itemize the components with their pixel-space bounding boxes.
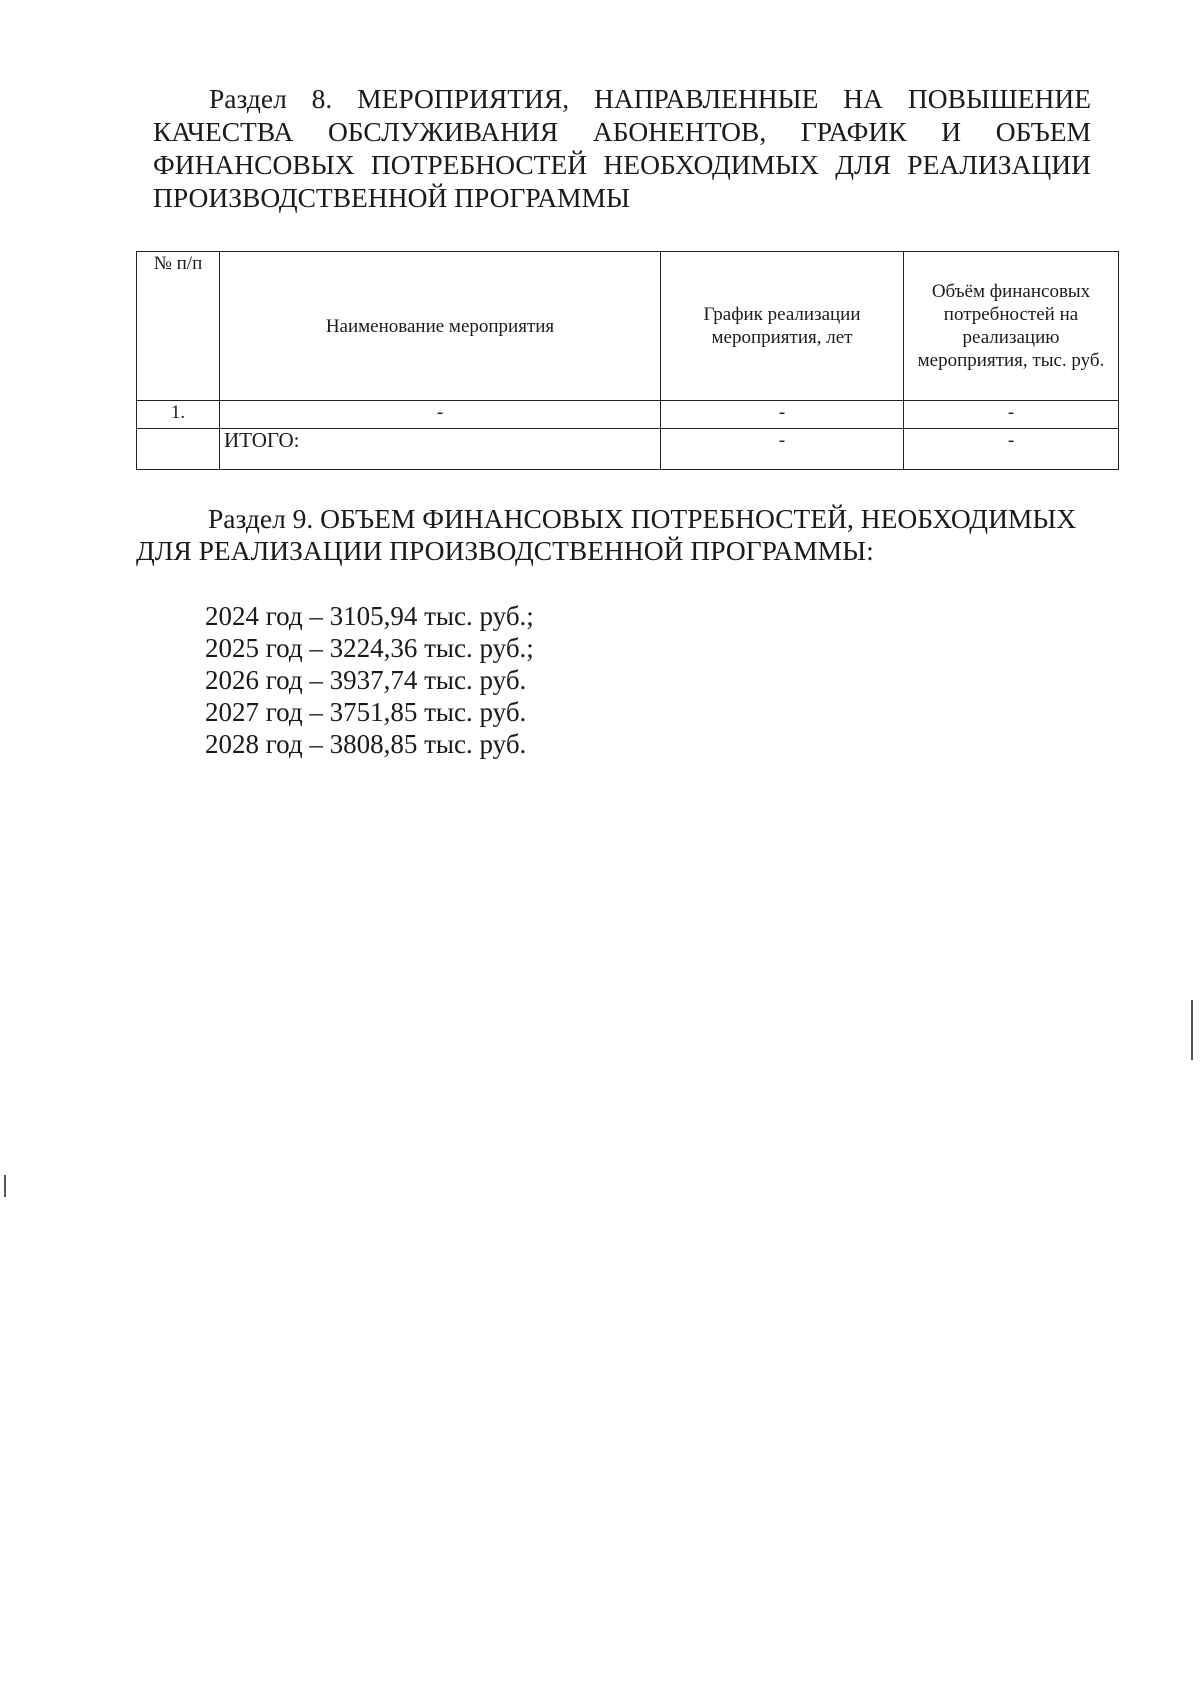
year-amount-2026: 2026 год – 3937,74 тыс. руб.: [205, 665, 527, 695]
table-header-row: [137, 252, 1119, 401]
header-number: № п/п: [137, 252, 220, 401]
section-8-heading: Раздел 8. МЕРОПРИЯТИЯ, НАПРАВЛЕННЫЕ НА ПОВЫШЕНИЕ КАЧЕСТВА ОБСЛУЖИВАНИЯ АБОНЕНТОВ, ГРАФИК И ОБЪЕМ ФИНАНСОВЫХ ПОТРЕБНОСТЕЙ НЕОБХОДИМЫХ ДЛЯ РЕАЛИЗАЦИИ ПРОИЗВОДСТВЕННОЙ ПРОГРАММЫ: [153, 83, 1091, 213]
row-number: 1.: [137, 401, 220, 429]
year-amount-2024: 2024 год – 3105,94 тыс. руб.;: [205, 601, 534, 631]
row-schedule: -: [661, 401, 904, 429]
total-empty-cell: [137, 429, 220, 470]
year-amount-2025: 2025 год – 3224,36 тыс. руб.;: [205, 633, 534, 663]
scan-artifact-mark: [4, 1175, 6, 1197]
year-amount-2027: 2027 год – 3751,85 тыс. руб.: [205, 697, 527, 727]
year-amount-2028: 2028 год – 3808,85 тыс. руб.: [205, 729, 527, 759]
total-schedule: -: [661, 429, 904, 470]
measures-table: [136, 251, 1119, 470]
header-schedule: График реализации мероприятия, лет: [661, 252, 904, 401]
table-row: [137, 401, 1119, 429]
total-financial-volume: -: [904, 429, 1119, 470]
header-measure-name: Наименование мероприятия: [220, 252, 661, 401]
header-financial-volume: Объём финансовых потребностей на реализацию мероприятия, тыс. руб.: [904, 252, 1119, 401]
row-measure-name: -: [220, 401, 661, 429]
scan-artifact-mark: [1191, 1000, 1193, 1060]
yearly-amounts-list: [205, 600, 534, 760]
total-label: ИТОГО:: [220, 429, 661, 470]
table-total-row: [137, 429, 1119, 470]
row-financial-volume: -: [904, 401, 1119, 429]
section-9-heading: Раздел 9. ОБЪЕМ ФИНАНСОВЫХ ПОТРЕБНОСТЕЙ, НЕОБХОДИМЫХ ДЛЯ РЕАЛИЗАЦИИ ПРОИЗВОДСТВЕННОЙ ПРОГРАММЫ:: [136, 503, 1077, 566]
